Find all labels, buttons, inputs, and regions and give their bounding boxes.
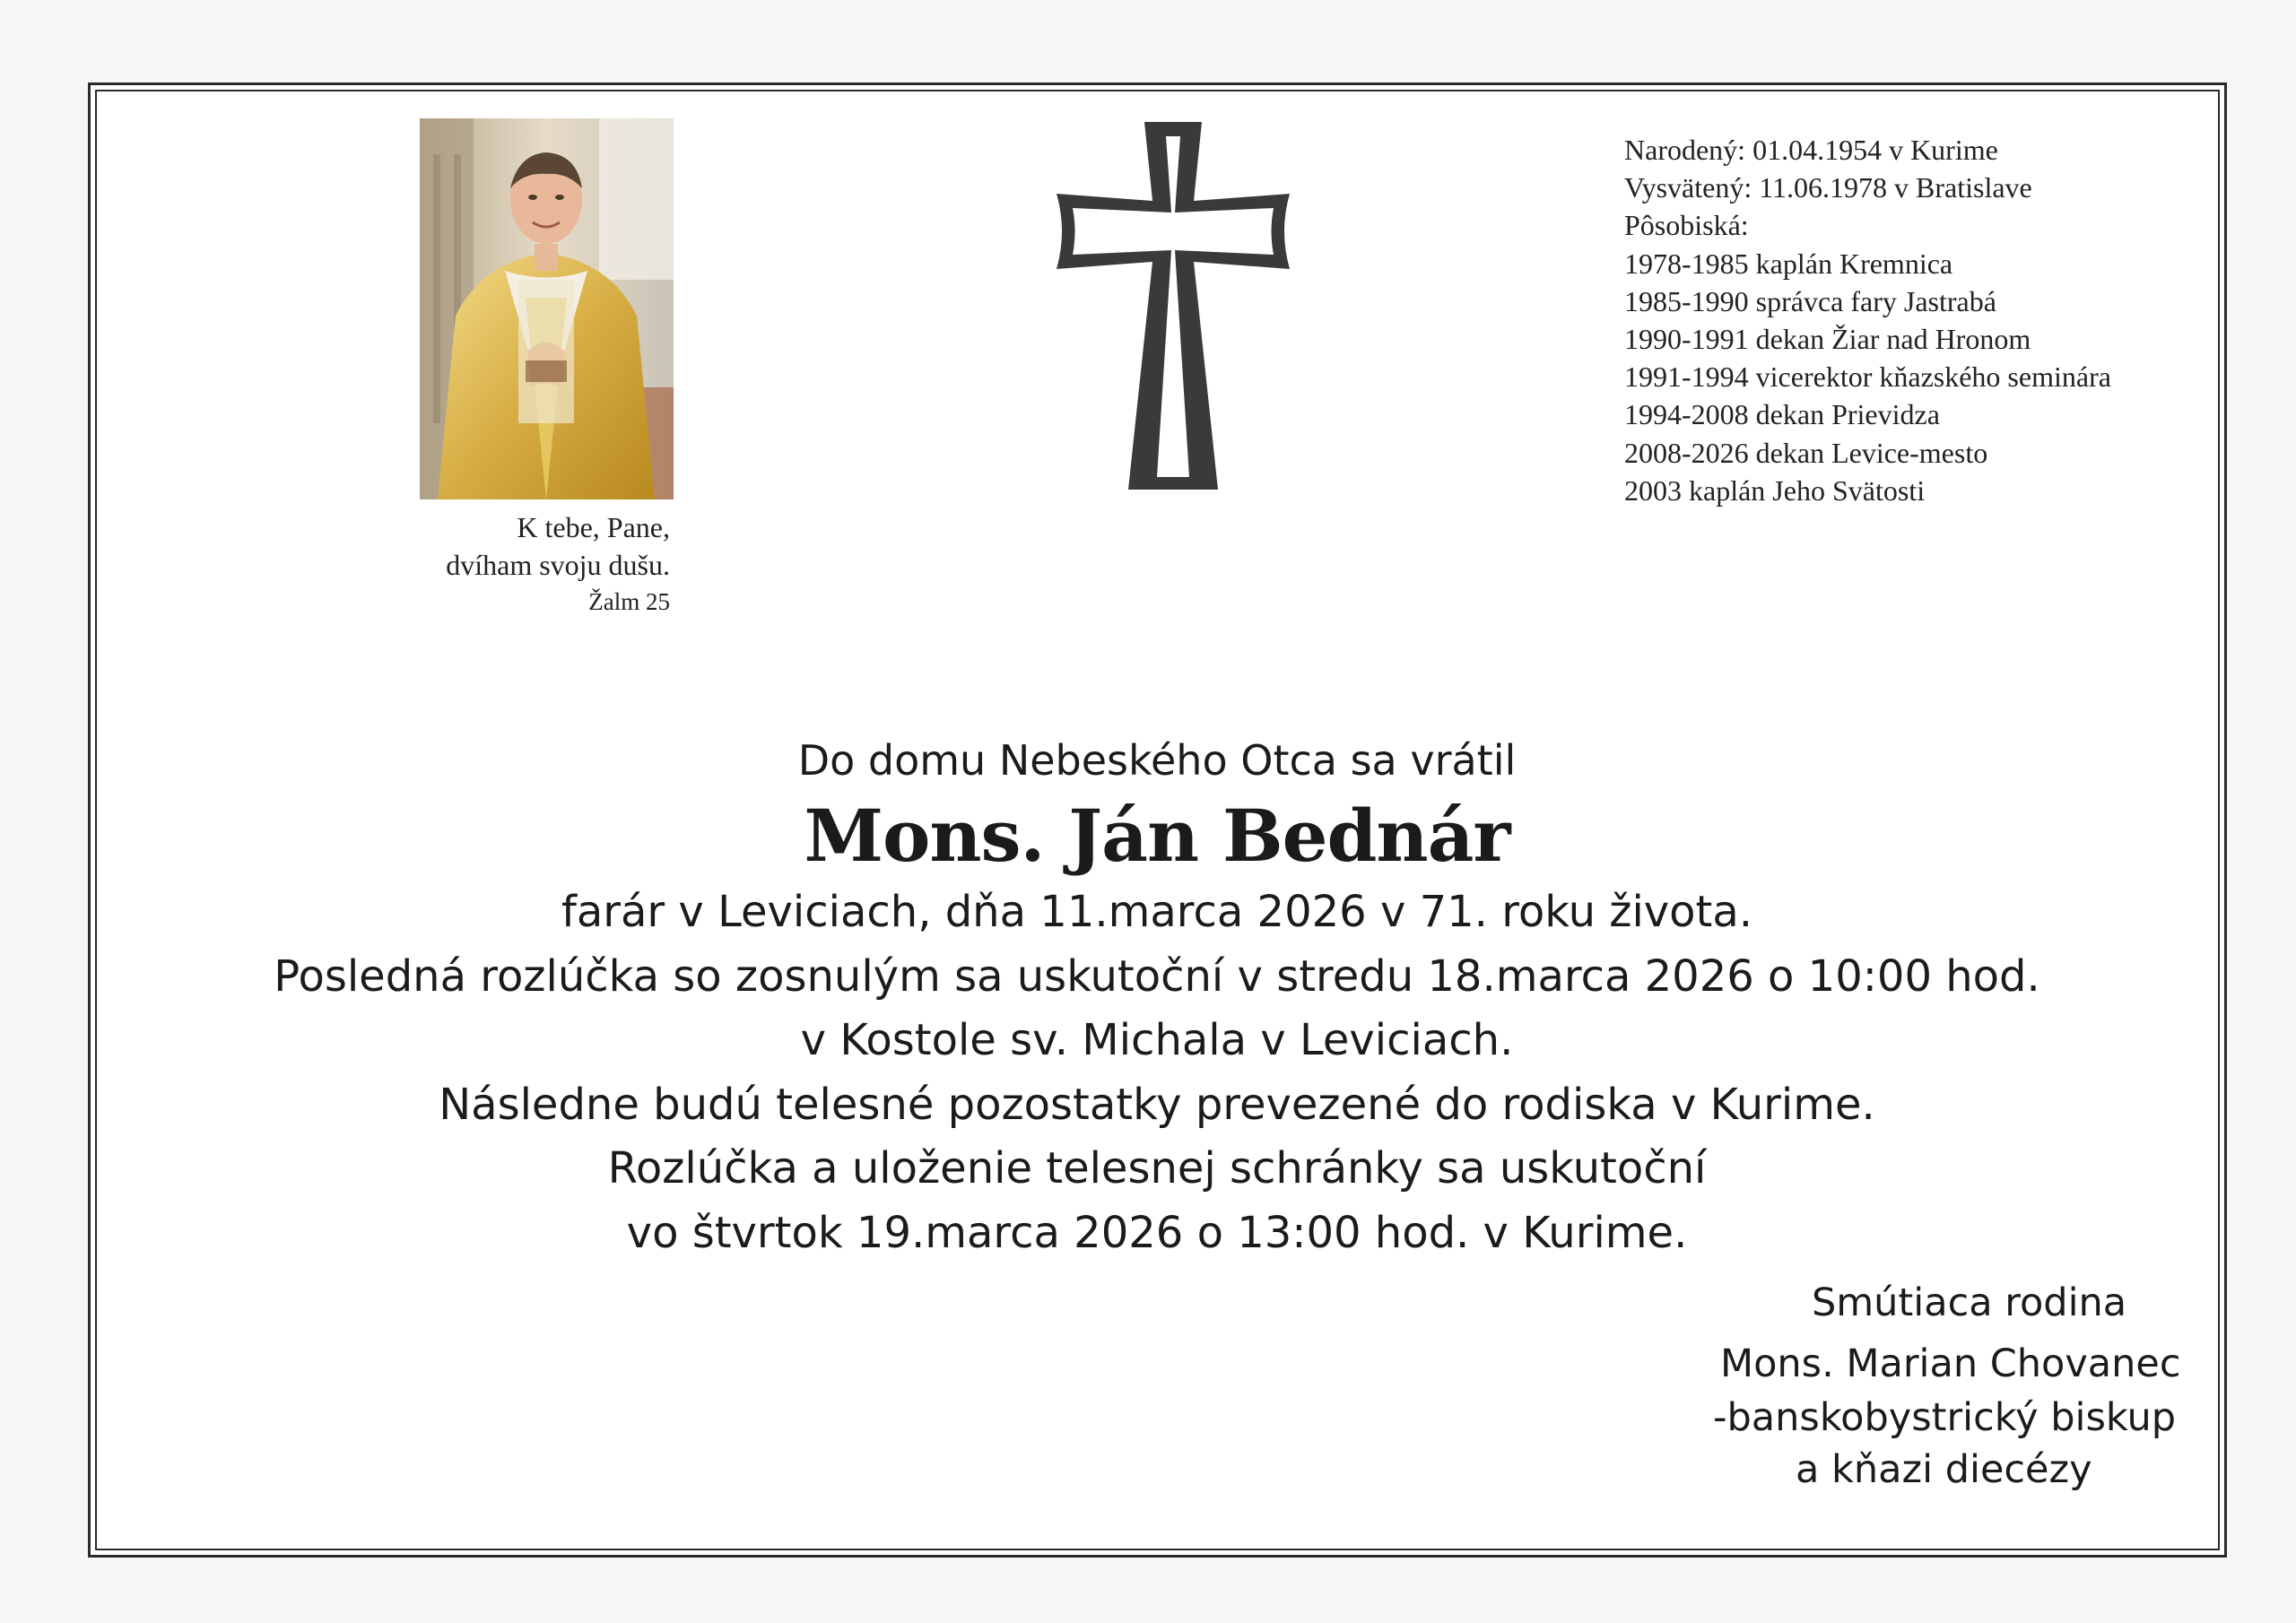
signature-bishop: Mons. Marian Chovanec bbox=[1720, 1341, 2181, 1386]
birth-info: Narodený: 01.04.1954 v Kurime bbox=[1624, 134, 1998, 166]
posts-heading: Pôsobiská: bbox=[1624, 209, 1749, 242]
signature-bishop-title: -banskobystrický biskup bbox=[1713, 1395, 2177, 1440]
post-item: 2003 kaplán Jeho Svätosti bbox=[1624, 473, 1926, 507]
psalm-line-2: dvíham svoju dušu. bbox=[446, 549, 670, 581]
announcement-line: v Kostole sv. Michala v Leviciach. bbox=[800, 1015, 1514, 1065]
ordination-info: Vysvätený: 11.06.1978 v Bratislave bbox=[1624, 171, 2032, 204]
psalm-line-1: K tebe, Pane, bbox=[517, 511, 670, 543]
post-item: 1991-1994 vicerektor kňazského seminára bbox=[1624, 360, 2111, 394]
signature-family: Smútiaca rodina bbox=[1812, 1280, 2127, 1325]
deceased-name: Mons. Ján Bednár bbox=[804, 794, 1510, 878]
announcement-intro: Do domu Nebeského Otca sa vrátil bbox=[797, 736, 1517, 785]
announcement-line: vo štvrtok 19.marca 2026 o 13:00 hod. v Kurime. bbox=[626, 1207, 1688, 1258]
post-item: 1990-1991 dekan Žiar nad Hronom bbox=[1624, 323, 2031, 356]
latin-cross-icon bbox=[1048, 120, 1299, 491]
post-item: 1978-1985 kaplán Kremnica bbox=[1624, 247, 1953, 280]
post-item: 2008-2026 dekan Levice-mesto bbox=[1624, 436, 1988, 469]
announcement-line: farár v Leviciach, dňa 11.marca 2026 v 71. roku života. bbox=[561, 887, 1753, 937]
announcement-line: Posledná rozlúčka so zosnulým sa uskutoční v stredu 18.marca 2026 o 10:00 hod. bbox=[274, 950, 2040, 1002]
announcement-text bbox=[99, 728, 2215, 1265]
portrait-photo bbox=[420, 118, 674, 499]
post-item: 1985-1990 správca fary Jastrabá bbox=[1624, 284, 1996, 317]
announcement-line: Následne budú telesné pozostatky prevezené do rodiska v Kurime. bbox=[439, 1079, 1875, 1130]
post-item: 1994-2008 dekan Prievidza bbox=[1624, 398, 1940, 431]
psalm-reference: Žalm 25 bbox=[588, 588, 670, 615]
announcement-line: Rozlúčka a uloženie telesnej schránky sa uskutoční bbox=[607, 1143, 1707, 1193]
psalm-quote bbox=[386, 508, 670, 620]
biography-block bbox=[1624, 131, 2252, 509]
signature-clergy: a kňazi diecézy bbox=[1796, 1447, 2092, 1492]
